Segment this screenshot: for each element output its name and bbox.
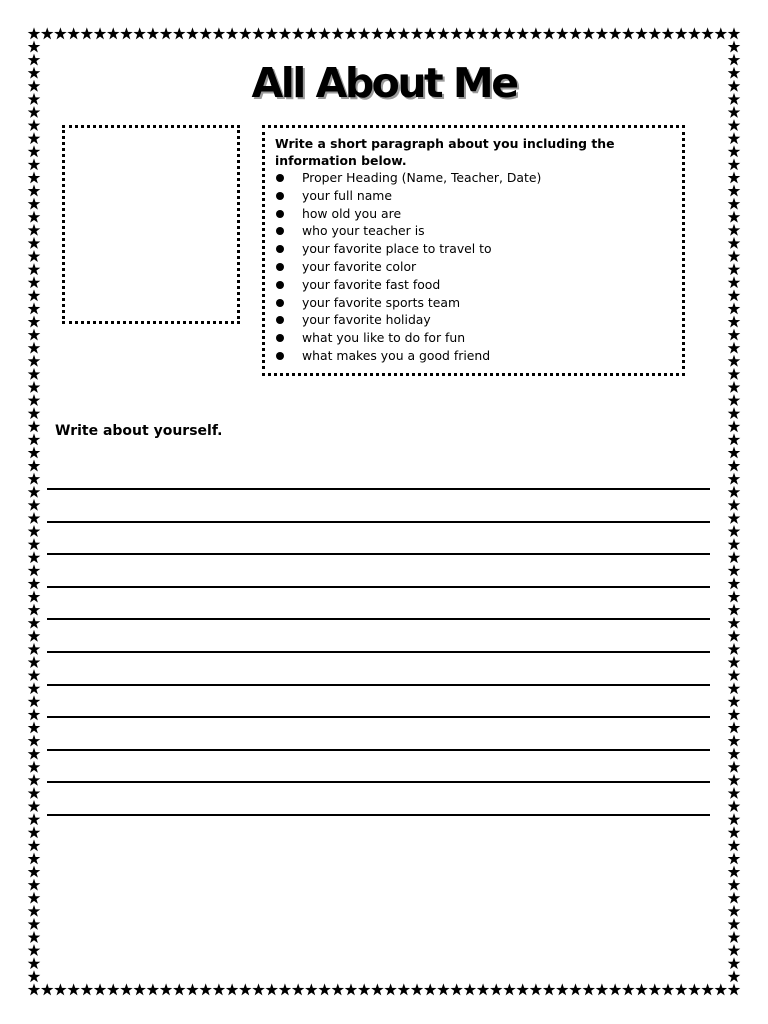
star-icon	[728, 748, 741, 760]
star-icon	[464, 983, 477, 995]
star-icon	[384, 983, 397, 995]
star-icon	[728, 721, 741, 733]
star-icon	[28, 800, 41, 812]
star-icon	[398, 27, 411, 39]
star-icon	[147, 27, 160, 39]
star-icon	[265, 983, 278, 995]
list-item: who your teacher is	[275, 222, 676, 240]
star-icon	[28, 669, 41, 681]
star-icon	[226, 983, 239, 995]
star-icon	[28, 263, 41, 275]
star-icon	[411, 983, 424, 995]
star-icon	[28, 604, 41, 616]
star-icon	[28, 525, 41, 537]
star-icon	[728, 499, 741, 511]
bullet-icon	[276, 174, 284, 182]
star-icon	[728, 879, 741, 891]
star-icon	[28, 852, 41, 864]
star-icon	[728, 983, 741, 995]
star-icon	[728, 433, 741, 445]
star-icon	[67, 983, 80, 995]
star-icon	[199, 27, 212, 39]
star-icon	[28, 41, 41, 53]
star-icon	[28, 171, 41, 183]
writing-prompt: Write about yourself.	[55, 423, 223, 439]
bullet-icon	[276, 334, 284, 342]
star-icon	[28, 276, 41, 288]
star-icon	[728, 198, 741, 210]
star-icon	[28, 708, 41, 720]
star-icon	[28, 27, 41, 39]
list-item: your favorite holiday	[275, 311, 676, 329]
star-icon	[582, 983, 595, 995]
star-icon	[332, 983, 345, 995]
writing-line	[47, 488, 710, 490]
star-icon	[28, 866, 41, 878]
star-icon	[41, 983, 54, 995]
star-icon	[609, 983, 622, 995]
star-icon	[28, 826, 41, 838]
star-icon	[28, 302, 41, 314]
star-icon	[728, 41, 741, 53]
star-icon	[516, 983, 529, 995]
star-icon	[688, 27, 701, 39]
star-icon	[28, 630, 41, 642]
star-icon	[384, 27, 397, 39]
star-icon	[371, 983, 384, 995]
star-icon	[530, 27, 543, 39]
star-icon	[252, 983, 265, 995]
star-icon	[28, 119, 41, 131]
star-icon	[701, 983, 714, 995]
star-icon	[252, 27, 265, 39]
star-icon	[437, 27, 450, 39]
list-item: your favorite color	[275, 258, 676, 276]
star-icon	[28, 787, 41, 799]
star-icon	[28, 211, 41, 223]
star-icon	[728, 564, 741, 576]
writing-line	[47, 586, 710, 588]
star-icon	[728, 944, 741, 956]
star-icon	[28, 735, 41, 747]
star-icon	[728, 211, 741, 223]
writing-line	[47, 781, 710, 783]
star-icon	[635, 27, 648, 39]
star-icon	[728, 774, 741, 786]
star-icon	[609, 27, 622, 39]
star-icon	[728, 839, 741, 851]
star-icon	[569, 27, 582, 39]
star-icon	[596, 27, 609, 39]
star-icon	[28, 839, 41, 851]
star-icon	[728, 591, 741, 603]
star-icon	[728, 617, 741, 629]
star-icon	[94, 983, 107, 995]
star-icon	[28, 591, 41, 603]
star-icon	[596, 983, 609, 995]
star-icon	[41, 27, 54, 39]
star-icon	[28, 132, 41, 144]
star-icon	[728, 224, 741, 236]
star-icon	[173, 27, 186, 39]
star-icon	[28, 420, 41, 432]
instructions-intro: Write a short paragraph about you including the information below.	[275, 136, 615, 168]
star-icon	[728, 787, 741, 799]
star-icon	[120, 983, 133, 995]
star-icon	[728, 852, 741, 864]
star-icon	[28, 158, 41, 170]
star-icon	[728, 171, 741, 183]
star-icon	[556, 27, 569, 39]
star-icon	[186, 27, 199, 39]
star-icon	[28, 761, 41, 773]
star-icon	[728, 630, 741, 642]
star-icon	[530, 983, 543, 995]
star-icon	[358, 983, 371, 995]
bullet-icon	[276, 263, 284, 271]
star-icon	[28, 486, 41, 498]
bullet-icon	[276, 227, 284, 235]
star-icon	[728, 695, 741, 707]
star-icon	[728, 643, 741, 655]
star-icon	[543, 983, 556, 995]
star-icon	[728, 866, 741, 878]
bullet-icon	[276, 210, 284, 218]
star-icon	[728, 918, 741, 930]
star-icon	[728, 289, 741, 301]
star-icon	[728, 656, 741, 668]
star-icon	[490, 27, 503, 39]
writing-line	[47, 684, 710, 686]
star-icon	[424, 27, 437, 39]
star-icon	[226, 27, 239, 39]
star-icon	[728, 669, 741, 681]
star-icon	[305, 27, 318, 39]
star-icon	[728, 892, 741, 904]
star-icon	[728, 905, 741, 917]
star-icon	[199, 983, 212, 995]
star-icon	[186, 983, 199, 995]
star-icon	[728, 551, 741, 563]
star-icon	[728, 813, 741, 825]
star-icon	[28, 957, 41, 969]
star-icon	[147, 983, 160, 995]
star-icon	[371, 27, 384, 39]
star-icon	[107, 983, 120, 995]
star-icon	[728, 525, 741, 537]
star-icon	[728, 512, 741, 524]
star-icon	[728, 577, 741, 589]
star-icon	[160, 983, 173, 995]
writing-line	[47, 521, 710, 523]
writing-line	[47, 618, 710, 620]
star-icon	[728, 420, 741, 432]
star-icon	[28, 918, 41, 930]
star-icon	[213, 27, 226, 39]
star-icon	[464, 27, 477, 39]
star-icon	[54, 27, 67, 39]
star-icon	[28, 499, 41, 511]
star-icon	[28, 748, 41, 760]
star-icon	[728, 302, 741, 314]
star-icon	[239, 27, 252, 39]
star-icon	[28, 656, 41, 668]
star-icon	[516, 27, 529, 39]
star-icon	[728, 473, 741, 485]
star-icon	[28, 983, 41, 995]
star-icon	[490, 983, 503, 995]
bullet-icon	[276, 299, 284, 307]
star-icon	[173, 983, 186, 995]
star-icon	[28, 250, 41, 262]
star-icon	[728, 446, 741, 458]
star-icon	[728, 486, 741, 498]
star-icon	[305, 983, 318, 995]
writing-line	[47, 553, 710, 555]
star-icon	[107, 27, 120, 39]
star-icon	[81, 27, 94, 39]
star-icon	[28, 394, 41, 406]
star-icon	[28, 538, 41, 550]
list-item: what you like to do for fun	[275, 329, 676, 347]
list-item: your favorite place to travel to	[275, 240, 676, 258]
star-icon	[715, 983, 728, 995]
star-icon	[28, 145, 41, 157]
star-icon	[728, 708, 741, 720]
star-icon	[728, 329, 741, 341]
star-icon	[345, 27, 358, 39]
star-icon	[345, 983, 358, 995]
star-icon	[728, 407, 741, 419]
star-icon	[28, 879, 41, 891]
star-icon	[503, 27, 516, 39]
star-icon	[28, 342, 41, 354]
star-icon	[728, 27, 741, 39]
star-icon	[358, 27, 371, 39]
star-icon	[28, 564, 41, 576]
star-icon	[648, 27, 661, 39]
star-icon	[28, 774, 41, 786]
star-icon	[662, 983, 675, 995]
star-icon	[28, 617, 41, 629]
star-icon	[675, 983, 688, 995]
bullet-icon	[276, 245, 284, 253]
star-icon	[728, 931, 741, 943]
star-icon	[318, 983, 331, 995]
star-icon	[477, 983, 490, 995]
star-icon	[477, 27, 490, 39]
star-icon	[556, 983, 569, 995]
star-icon	[728, 355, 741, 367]
star-icon	[28, 198, 41, 210]
star-icon	[728, 342, 741, 354]
star-icon	[67, 27, 80, 39]
star-icon	[688, 983, 701, 995]
star-icon	[28, 892, 41, 904]
star-icon	[675, 27, 688, 39]
star-icon	[622, 27, 635, 39]
star-icon	[28, 185, 41, 197]
star-icon	[450, 27, 463, 39]
list-item: your favorite fast food	[275, 276, 676, 294]
star-icon	[28, 577, 41, 589]
star-icon	[728, 460, 741, 472]
star-icon	[292, 27, 305, 39]
bullet-icon	[276, 352, 284, 360]
instructions-list	[275, 169, 676, 365]
star-icon	[728, 682, 741, 694]
instructions-box	[262, 125, 685, 376]
star-icon	[582, 27, 595, 39]
star-icon	[728, 158, 741, 170]
star-icon	[28, 237, 41, 249]
star-icon	[28, 813, 41, 825]
star-icon	[728, 957, 741, 969]
star-icon	[28, 551, 41, 563]
star-icon	[28, 460, 41, 472]
star-icon	[28, 473, 41, 485]
star-icon	[622, 983, 635, 995]
star-icon	[292, 983, 305, 995]
list-item: your full name	[275, 187, 676, 205]
star-icon	[728, 761, 741, 773]
star-icon	[728, 145, 741, 157]
star-icon	[279, 983, 292, 995]
star-icon	[728, 132, 741, 144]
writing-line	[47, 651, 710, 653]
star-icon	[701, 27, 714, 39]
star-icon	[160, 27, 173, 39]
star-icon	[28, 289, 41, 301]
star-icon	[728, 800, 741, 812]
page-title: All About Me	[251, 59, 517, 107]
star-icon	[133, 983, 146, 995]
star-icon	[28, 316, 41, 328]
star-icon	[437, 983, 450, 995]
star-icon	[569, 983, 582, 995]
star-icon	[28, 446, 41, 458]
star-icon	[28, 381, 41, 393]
star-icon	[662, 27, 675, 39]
list-item: Proper Heading (Name, Teacher, Date)	[275, 169, 676, 187]
bullet-icon	[276, 192, 284, 200]
star-icon	[28, 433, 41, 445]
list-item: how old you are	[275, 205, 676, 223]
star-icon	[728, 119, 741, 131]
star-icon	[728, 735, 741, 747]
bullet-icon	[276, 316, 284, 324]
star-icon	[120, 27, 133, 39]
star-icon	[635, 983, 648, 995]
star-icon	[28, 931, 41, 943]
star-icon	[28, 355, 41, 367]
list-item: your favorite sports team	[275, 294, 676, 312]
list-item: what makes you a good friend	[275, 347, 676, 365]
star-icon	[648, 983, 661, 995]
star-icon	[728, 237, 741, 249]
star-icon	[28, 695, 41, 707]
star-icon	[239, 983, 252, 995]
star-icon	[28, 905, 41, 917]
star-icon	[503, 983, 516, 995]
star-icon	[213, 983, 226, 995]
star-icon	[28, 721, 41, 733]
star-icon	[728, 381, 741, 393]
star-icon	[332, 27, 345, 39]
star-icon	[543, 27, 556, 39]
photo-box	[62, 125, 240, 324]
star-icon	[28, 368, 41, 380]
writing-line	[47, 814, 710, 816]
star-icon	[450, 983, 463, 995]
star-icon	[265, 27, 278, 39]
star-icon	[728, 316, 741, 328]
star-icon	[28, 682, 41, 694]
star-icon	[728, 276, 741, 288]
star-icon	[424, 983, 437, 995]
star-icon	[728, 250, 741, 262]
star-icon	[94, 27, 107, 39]
star-icon	[133, 27, 146, 39]
writing-line	[47, 716, 710, 718]
star-icon	[728, 538, 741, 550]
star-icon	[728, 263, 741, 275]
star-icon	[54, 983, 67, 995]
star-icon	[398, 983, 411, 995]
star-icon	[728, 826, 741, 838]
star-icon	[411, 27, 424, 39]
writing-line	[47, 749, 710, 751]
star-icon	[28, 407, 41, 419]
bullet-icon	[276, 281, 284, 289]
star-icon	[28, 944, 41, 956]
star-icon	[318, 27, 331, 39]
star-icon	[715, 27, 728, 39]
star-icon	[728, 604, 741, 616]
star-icon	[28, 512, 41, 524]
star-icon	[728, 185, 741, 197]
star-icon	[28, 224, 41, 236]
star-icon	[728, 394, 741, 406]
star-icon	[728, 970, 741, 982]
star-icon	[28, 643, 41, 655]
star-icon	[28, 329, 41, 341]
star-icon	[728, 368, 741, 380]
star-icon	[81, 983, 94, 995]
star-icon	[279, 27, 292, 39]
star-icon	[28, 970, 41, 982]
